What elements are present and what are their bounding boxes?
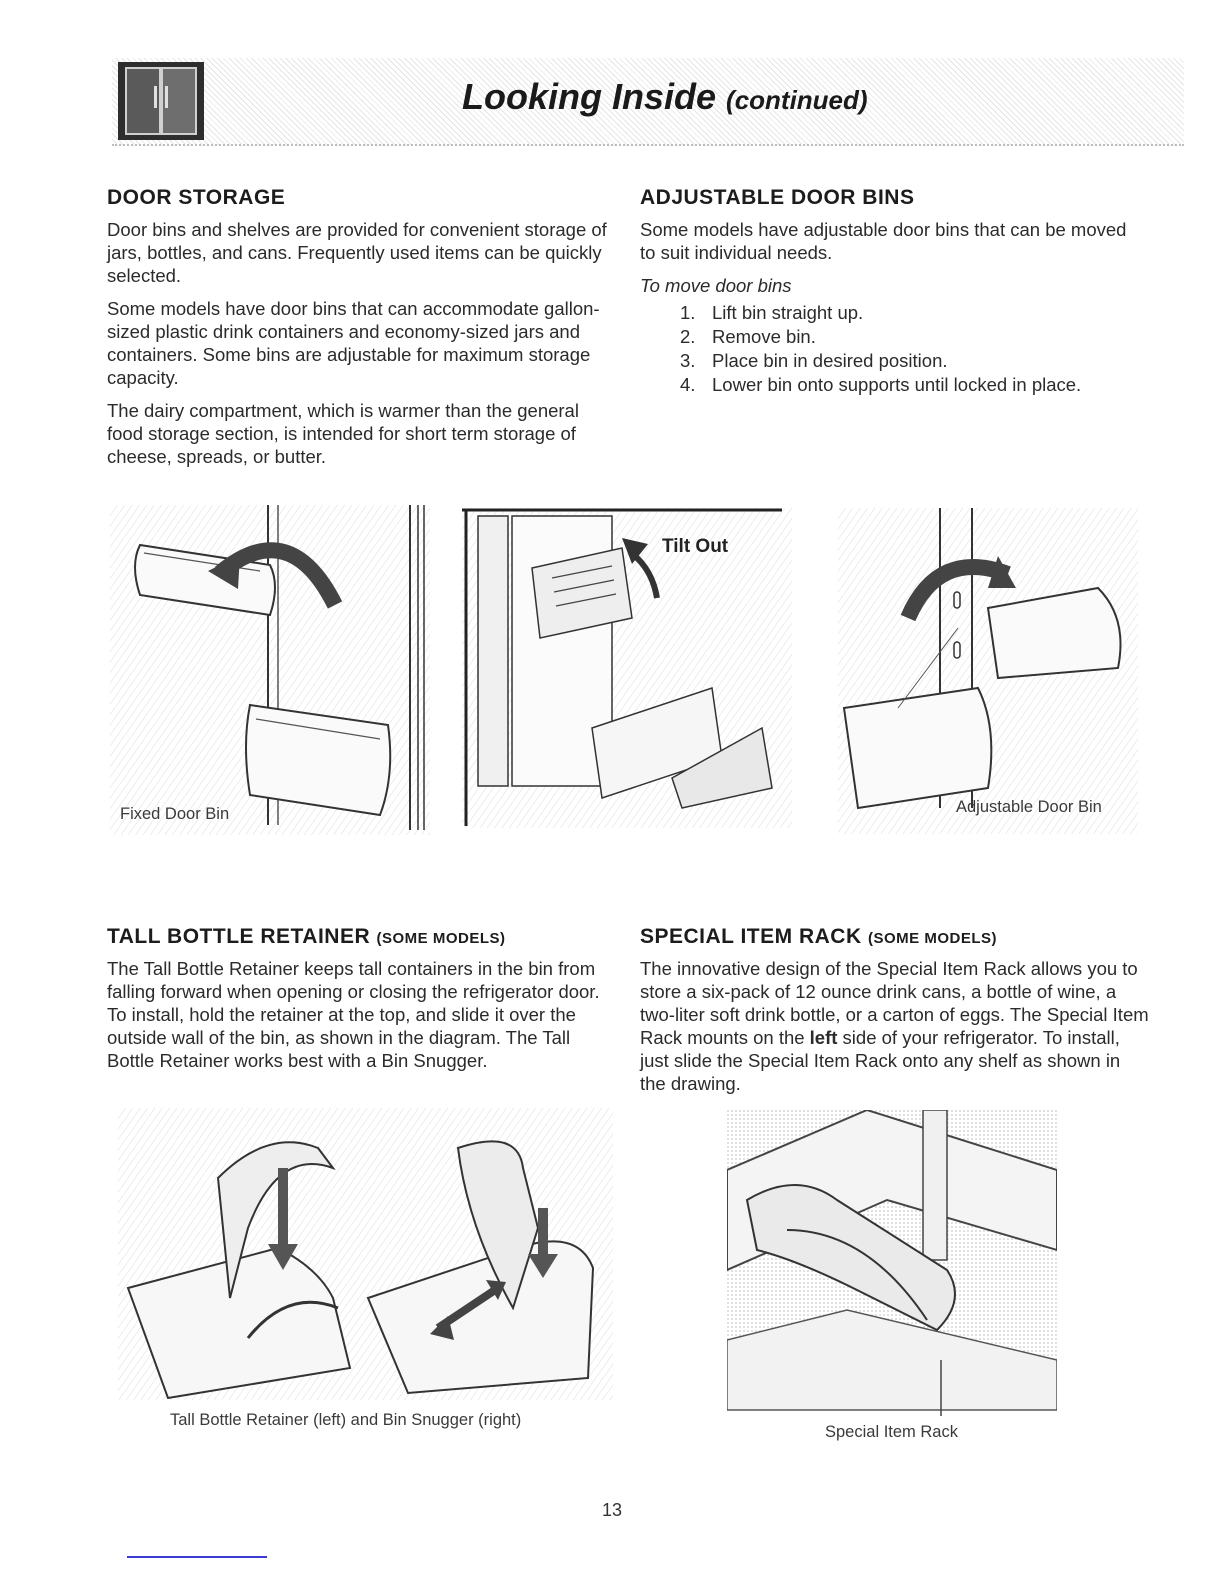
tall-bottle-section	[107, 925, 617, 1082]
special-item-rack-caption: Special Item Rack	[825, 1423, 958, 1441]
door-storage-section	[107, 186, 615, 478]
step-item: 3. Place bin in desired position.	[680, 350, 948, 371]
page-title	[462, 76, 868, 118]
fixed-door-bin-caption: Fixed Door Bin	[120, 805, 230, 823]
page-number: 13	[601, 1500, 623, 1520]
refrigerator-icon	[118, 62, 204, 140]
steps-title: To move door bins	[640, 275, 792, 296]
header-banner	[112, 58, 1184, 146]
tilt-out-label: Tilt Out	[662, 536, 729, 557]
fixed-door-bin-figure	[110, 505, 430, 835]
tall-bottle-paragraph: The Tall Bottle Retainer keeps tall containers in the bin from falling forward when opening or closing the refrigerator door. To install, hold the retainer at the top, and slide it over the outside wall of the bin, as shown in the diagram. The Tall Bottle Retainer works best with a Bin Snugger.	[107, 958, 600, 1071]
step-item: 4. Lower bin onto supports until locked in place.	[680, 374, 1082, 395]
tall-bottle-figure	[118, 1108, 613, 1400]
footer-line	[127, 1556, 267, 1558]
door-storage-heading: DOOR STORAGE	[107, 186, 286, 209]
step-item: 2. Remove bin.	[680, 326, 816, 347]
adjustable-door-bin-caption: Adjustable Door Bin	[956, 798, 1102, 816]
door-storage-paragraph-1: Door bins and shelves are provided for convenient storage of jars, bottles, and cans. Frequently used items can be quickly selected.	[107, 219, 607, 286]
door-storage-paragraph-3: The dairy compartment, which is warmer than the general food storage section, is intended for short term storage of cheese, spreads, or butter.	[107, 400, 579, 467]
adjustable-bins-section	[640, 186, 1130, 397]
tall-bottle-caption: Tall Bottle Retainer (left) and Bin Snugger (right)	[170, 1411, 522, 1429]
adjustable-bins-heading: ADJUSTABLE DOOR BINS	[640, 186, 915, 209]
title-main: Looking Inside	[462, 76, 717, 117]
tilt-out-figure	[462, 508, 792, 828]
tall-bottle-heading: TALL BOTTLE RETAINER (SOME MODELS)	[107, 925, 506, 948]
special-rack-section	[640, 925, 1150, 1105]
title-sub: (continued)	[726, 85, 868, 115]
adjustable-door-bin-figure	[838, 508, 1138, 834]
special-item-rack-figure	[727, 1110, 1057, 1416]
door-storage-paragraph-2: Some models have door bins that can accommodate gallon-sized plastic drink containers and economy-sized jars and containers. Some bins are adjustable for maximum storage capacity.	[107, 298, 600, 388]
special-rack-heading: SPECIAL ITEM RACK (SOME MODELS)	[640, 925, 997, 948]
steps-list	[640, 301, 1130, 397]
step-item: 1. Lift bin straight up.	[680, 302, 864, 323]
adjustable-bins-intro: Some models have adjustable door bins that can be moved to suit individual needs.	[640, 219, 1127, 263]
special-rack-paragraph: The innovative design of the Special Item Rack allows you to store a six-pack of 12 ounce drink cans, a bottle of wine, a two-liter soft drink bottle, or a carton of eggs. The Special Item Rack mounts on the left side of your refrigerator. To install, just slide the Special Item Rack onto any shelf as shown in the drawing.	[640, 958, 1149, 1094]
